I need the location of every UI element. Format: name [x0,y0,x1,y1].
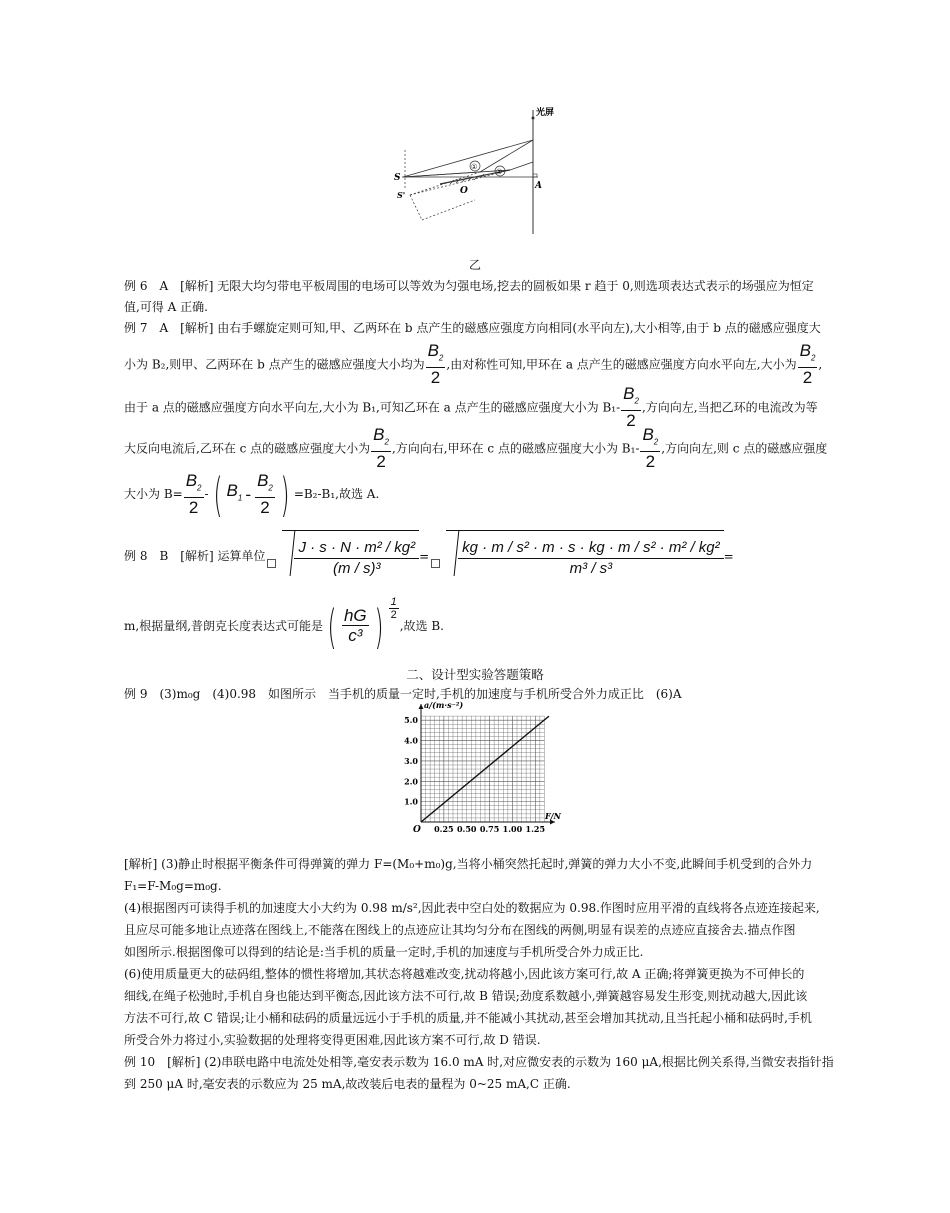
sqrt-expression-2: $\frac{\text{kg · m / s² · m · s · kg · m / s² · m² / kg²}}{\text{m³ / s³}}$ [446,530,723,583]
ex8-lead: 例 8 B [解析] 运算单位 [124,549,266,563]
fraction-b2-over-2: $\frac{B_2}{2}$ [799,341,816,388]
box-glyph [267,559,276,568]
image-dashed-4 [422,200,475,220]
ex9-p2c: 如图所示.根据图像可以得到的结论是:当手机的质量一定时,手机的加速度与手机所受合外力成正比. [124,945,644,959]
ray-1b [480,140,533,172]
ex9-p3d: 所受合外力将过小,实验数据的处理将变得更困难,因此该方案不可行,故 D 错误. [124,1033,541,1047]
ex6-line2: 值,可得 A 正确. [124,300,208,314]
ray-to-top [403,140,533,177]
label-S: S [394,173,401,183]
ex9-p3b: 细线,在绳子松弛时,手机自身也能达到平衡态,因此该方法不可行,故 B 错误;劲度系数越小,弹簧越容易发生形变,则扰动越大,因此该 [124,989,808,1003]
right-paren: ) [374,599,384,654]
fraction-b2-over-2: $\frac{B_2}{2}$ [185,470,202,517]
y-tick-label: 1.0 [404,796,418,807]
ex7-text: =B₂-B₁,故选 A. [293,487,380,502]
ex8-line1: 例 8 B [解析] 运算单位 $\frac{\text{J · s · N · m² / kg²}}{\text{(m / s)³}}$ = $\frac{\text{kg · m / s² · m · s · kg · m / s² · m² / kg²}}{\text{m³ / s³}}$ = [124,530,734,583]
label-ray-2: ② [496,168,503,176]
ex7-text: 小为 B₂,则甲、乙两环在 b 点产生的磁感应强度大小均为 [124,357,425,372]
ex6-line1: 例 6 A [解析] 无限大均匀带电平板周围的电场可以等效为匀强电场,挖去的圆板如果 r 趋于 0,则选项表达式表示的场强应为恒定 [124,279,814,293]
y-axis-arrow [419,704,424,709]
ex9-p3c: 方法不可行,故 C 错误;让小桶和砝码的质量远远小于手机的质量,并不能减小其扰动,甚至会增加其扰动,且当托起小桶和砝码时,手机 [124,1011,812,1025]
fraction-b2-over-2: $\frac{B_2}{2}$ [427,341,444,388]
box-glyph [431,559,440,568]
image-dashed-1 [410,172,480,195]
ex7-text: ,方向向左,当把乙环的电流改为等 [641,400,818,415]
ex7-text: ,方向向左,则 c 点的磁感应强度 [661,441,828,456]
exponent-half: $\frac{1}{2}$ [390,596,397,621]
left-paren: ( [327,599,337,654]
fraction-hg-over-c3: $\frac{hG}{\text{c³}}$ [343,606,367,645]
y-tick-label: 5.0 [404,715,418,726]
ex10-p2: 到 250 μA 时,毫安表的示数应为 25 mA,故改装后电表的量程为 0~25 mA,C 正确. [124,1077,571,1091]
fraction-b2-over-2: $\frac{B_2}{2}$ [623,384,639,431]
ex7-line2: 小为 B₂,则甲、乙两环在 b 点产生的磁感应强度大小均为 $\frac{B_2}{2}$ ,由对称性可知,甲环在 a 点产生的磁感应强度方向水平向左,大小为 $\frac{B_2}{2}$ , [124,341,823,388]
ex9-p2b: 且应尽可能多地让点迹落在图线上,不能落在图线上的点迹应让其均匀分布在图线的两侧,明显有误差的点迹应直接舍去.描点作图 [124,923,796,937]
x-tick-label: 1.25 [525,824,546,834]
ex7-text: 大反向电流后,乙环在 c 点的磁感应强度大小为 [124,441,371,456]
ex7-line4 [124,426,827,472]
ex10-p1: 例 10 [解析] (2)串联电路中电流处处相等,毫安表示数为 16.0 mA 时,对应微安表的示数为 160 μA,根据比例关系得,当微安表指针指 [124,1055,834,1069]
section-title: 二、设计型实验答题策略 [406,667,544,682]
ex8-line2 [124,596,444,654]
acceleration-force-chart [395,698,565,838]
ex7-text: 由于 a 点的磁感应强度方向水平向左,大小为 B₁,可知乙环在 a 点产生的磁感应强度大小为 B₁- [124,400,621,415]
ex7-line1: 例 7 A [解析] 由右手螺旋定则可知,甲、乙两环在 b 点产生的磁感应强度方向相同(水平向左),大小相等,由于 b 点的磁感应强度大 [124,321,821,335]
ex9-p1b: F₁=F-M₀g=m₀g. [124,879,222,893]
figure-caption: 乙 [468,258,481,272]
x-tick-label: 1.00 [502,824,523,834]
label-ray-1: ① [471,163,478,171]
right-paren: ) [280,467,290,522]
left-paren: ( [213,467,223,522]
x-tick-label: 0.50 [456,824,477,834]
label-O: O [460,186,468,196]
x-tick-label: 0.75 [479,824,500,834]
ex7-line3 [124,385,818,431]
x-tick-label: 0.25 [434,824,454,834]
sqrt-expression-1: $\frac{\text{J · s · N · m² / kg²}}{\text{(m / s)³}}$ [282,530,419,583]
fraction-b2-over-2: $\frac{B_2}{2}$ [642,425,659,472]
y-tick-label: 3.0 [404,755,418,766]
image-dashed-3 [410,195,422,220]
ex9-p1: [解析] (3)静止时根据平衡条件可得弹簧的弹力 F=(M₀+m₀)g,当将小桶突然托起时,弹簧的弹力大小不变,此瞬间手机受到的合外力 [124,857,813,871]
ex9-p3a: (6)使用质量更大的砝码组,整体的惯性将增加,其状态将越难改变,扰动将越小,因此该方案可行,故 A 正确;将弹簧更换为不可伸长的 [124,967,805,981]
y-axis-label: a/(m·s⁻²) [424,700,464,710]
ex7-text: 大小为 B= [124,487,183,502]
label-Sprime: S' [397,190,406,200]
ex8-text: ,故选 B. [399,619,444,633]
label-screen: 光屏 [536,108,555,118]
y-tick-label: 4.0 [404,735,418,746]
y-tick-label: 2.0 [404,776,418,787]
b1-term: $B_1$ [226,481,243,503]
x-axis-label: F/N [545,811,561,821]
ex8-text: m,根据量纲,普朗克长度表达式可能是 [124,619,324,633]
ex7-line5: 大小为 B= $\frac{B_2}{2}$ -( $B_1$ - $\frac{B_2}{2}$ ) =B₂-B₁,故选 A. [124,467,380,522]
right-angle-mark [533,174,537,177]
origin-label: O [413,825,421,835]
ex7-text: ,由对称性可知,甲环在 a 点产生的磁感应强度方向水平向左,大小为 [446,357,797,372]
label-A: A [535,181,542,191]
fraction-b2-over-2: $\frac{B_2}{2}$ [373,425,389,472]
optics-diagram [380,100,580,240]
ex9-answer-line: 例 9 (3)m₀g (4)0.98 如图所示 当手机的质量一定时,手机的加速度与手机所受合外力成正比 (6)A [124,687,682,701]
ex7-text: ,方向向右,甲环在 c 点的磁感应强度大小为 B₁- [391,441,640,456]
ray-2b [510,162,533,170]
screen-dot [532,117,535,120]
fraction-b2-over-2: $\frac{B_2}{2}$ [257,470,273,517]
ex9-p2a: (4)根据图丙可读得手机的加速度大小大约为 0.98 m/s²,因此表中空白处的数据应为 0.98.作图时应用平滑的直线将各点迹连接起来, [124,901,820,915]
